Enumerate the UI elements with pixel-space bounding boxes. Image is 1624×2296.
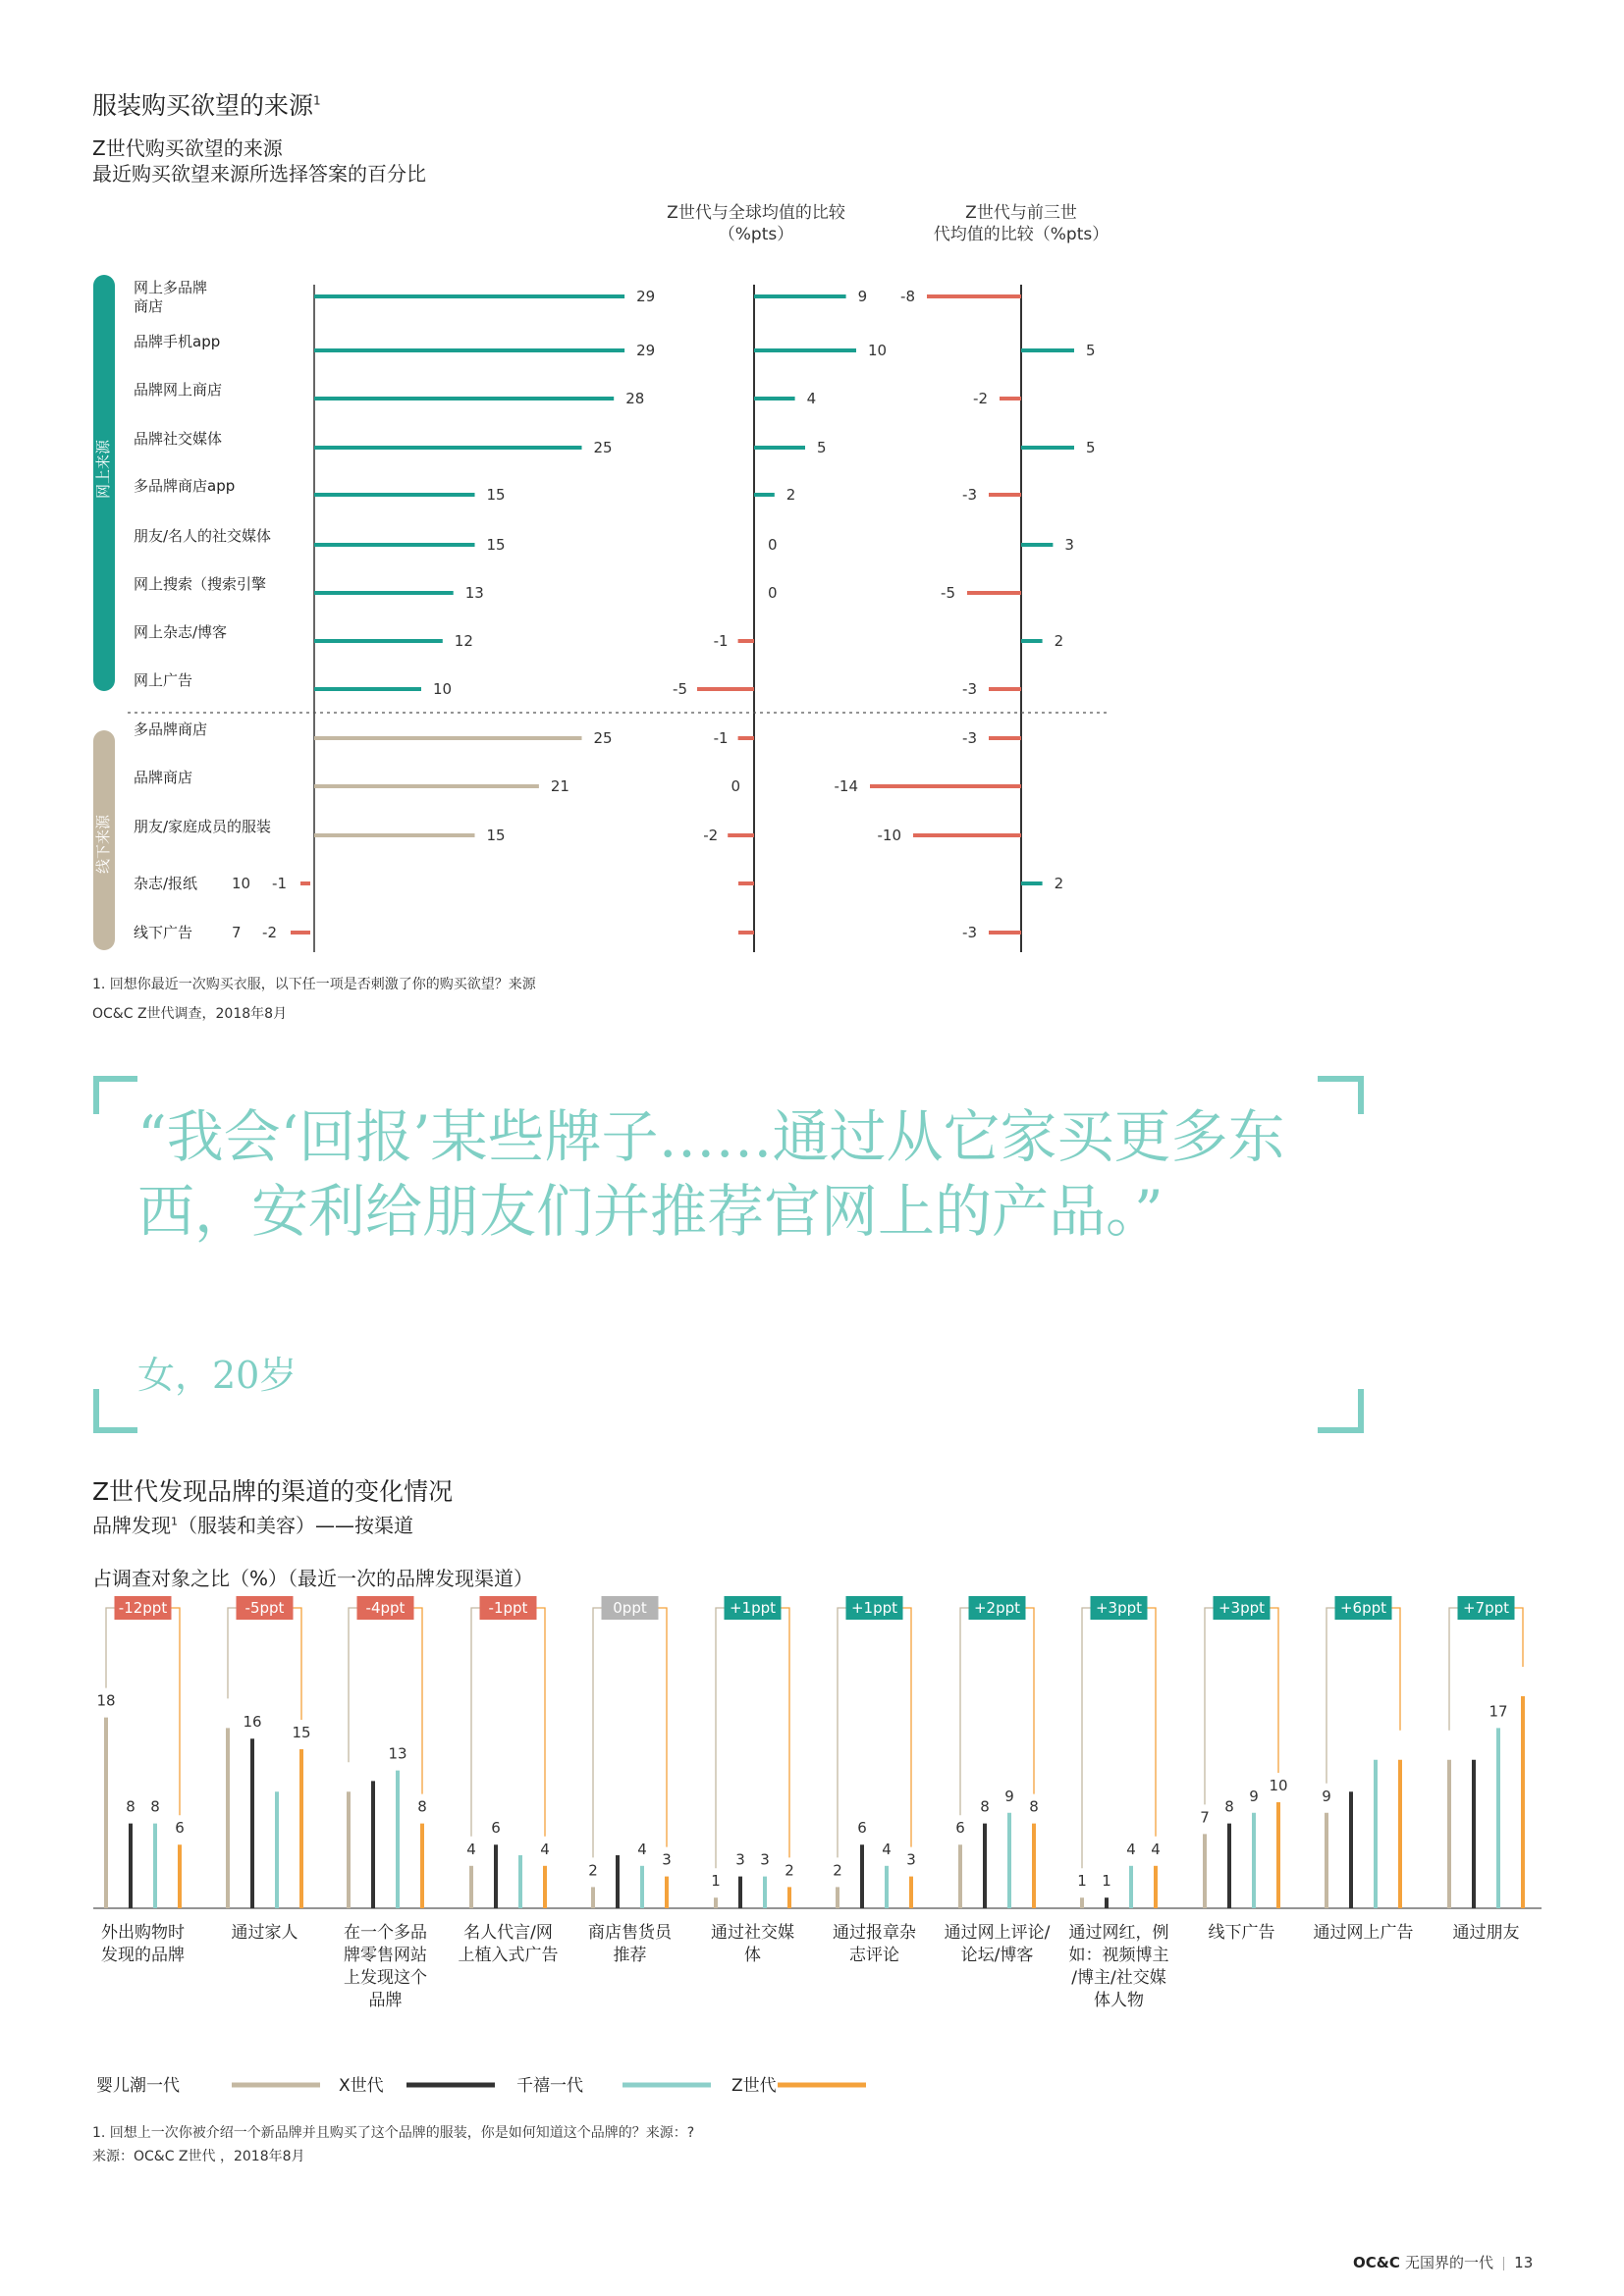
change-badge-label: -1ppt — [488, 1599, 528, 1617]
section1-source: OC&C Z世代调查，2018年8月 — [92, 1006, 288, 1022]
group-label-offline: 线下来源 — [94, 814, 112, 875]
category-label: 通过网上广告 — [1313, 1923, 1414, 1943]
bar-value-label: 8 — [1029, 1797, 1039, 1816]
section1-title: 服装购买欲望的来源$^1$ — [92, 91, 321, 120]
bar-value-label: 3 — [906, 1850, 916, 1869]
subtitle-main: 品牌发现 — [92, 1514, 171, 1537]
bracket-genz — [1515, 1608, 1524, 1667]
row-label: 品牌手机app — [134, 333, 221, 350]
value-label-series1: 28 — [625, 390, 645, 407]
bar-value-label: 8 — [980, 1797, 990, 1816]
value-label-series3: 3 — [1064, 536, 1074, 554]
value-label-series1: 10 — [232, 875, 251, 892]
bar-value-label: 4 — [1151, 1840, 1161, 1858]
row-label: 品牌社交媒体 — [134, 430, 223, 448]
bracket-genz — [1271, 1608, 1279, 1773]
subtitle-line1: Z世代购买欲望的来源 — [92, 136, 283, 160]
category-label: 外出购物时发现的品牌 — [101, 1923, 185, 1965]
value-label-series3: -3 — [962, 924, 977, 941]
bar-value-label: 3 — [662, 1850, 672, 1869]
value-label-series3: -14 — [834, 777, 858, 795]
value-label-series3: -8 — [900, 288, 915, 305]
value-label-series1: 10 — [433, 680, 453, 698]
value-label-series1: 12 — [454, 632, 473, 650]
bracket-boomers — [593, 1608, 602, 1857]
bar-value-label: 4 — [540, 1840, 550, 1858]
bracket-genz — [782, 1608, 790, 1857]
value-label-series3: 2 — [1054, 632, 1064, 650]
footer-brand: OC&C — [1353, 2254, 1400, 2271]
bracket-top-left — [96, 1079, 137, 1114]
section2-footnote: 1. 回想上一次你被介绍一个新品牌并且购买了这个品牌的服装，你是如何知道这个品牌的？来源：? — [92, 2125, 695, 2141]
value-label-series2: -2 — [703, 827, 719, 844]
bar-value-label: 6 — [955, 1819, 965, 1838]
change-badge-label: +2ppt — [973, 1599, 1021, 1617]
col2-header-line2: （%pts） — [718, 225, 794, 244]
change-badge-label: +1ppt — [729, 1599, 777, 1617]
chart2-title: 占调查对象之比（%）（最近一次的品牌发现渠道） — [92, 1567, 534, 1590]
change-badge-label: 0ppt — [613, 1599, 647, 1617]
brand-discovery-chart — [0, 1590, 1624, 2120]
bar-value-label: 4 — [882, 1840, 892, 1858]
bar-value-label: 6 — [491, 1819, 501, 1838]
bar-value-label: 1 — [1102, 1872, 1111, 1891]
bar-value-label: 8 — [126, 1797, 135, 1816]
row-label: 线下广告 — [134, 924, 193, 941]
value-label-series1-diff: -2 — [262, 924, 277, 941]
bracket-boomers — [228, 1608, 237, 1698]
value-label-series1: 29 — [636, 342, 656, 359]
change-badge-label: +3ppt — [1218, 1599, 1266, 1617]
bar-value-label: 2 — [833, 1861, 842, 1880]
col3-header-line1: Z世代与前三世 — [965, 203, 1077, 223]
value-label-series2: 0 — [768, 584, 778, 602]
bracket-genz — [1026, 1608, 1035, 1794]
bar-value-label: 18 — [96, 1691, 116, 1710]
category-label: 通过家人 — [231, 1923, 298, 1943]
value-label-series1: 25 — [593, 729, 613, 747]
quote-text: “我会‘回报’某些牌子……通过从它家买更多东西，安利给朋友们并推荐官网上的产品。” — [137, 1103, 1285, 1245]
bar-value-label: 4 — [1126, 1840, 1136, 1858]
value-label-series1: 25 — [593, 439, 613, 456]
bar-value-label: 9 — [1249, 1787, 1259, 1805]
value-label-series2: 2 — [785, 486, 796, 504]
subtitle-sup: 1 — [171, 1515, 178, 1528]
value-label-series3: 2 — [1054, 875, 1064, 892]
row-label: 朋友/家庭成员的服装 — [134, 818, 272, 835]
value-label-series2: 9 — [857, 288, 868, 305]
bracket-genz — [659, 1608, 668, 1847]
bar-value-label: 2 — [785, 1861, 794, 1880]
bracket-bottom-left — [96, 1389, 137, 1430]
bar-value-label: 9 — [1322, 1787, 1331, 1805]
category-label: 通过网红，例如：视频博主/博主/社交媒体人物 — [1068, 1923, 1169, 2010]
bar-value-label: 8 — [1224, 1797, 1234, 1816]
bracket-boomers — [960, 1608, 969, 1815]
footer-page: 13 — [1514, 2254, 1534, 2271]
category-label: 名人代言/网上植入式广告 — [458, 1923, 559, 1965]
legend-label: X世代 — [339, 2076, 384, 2096]
row-label: 网上搜索（搜索引擎 — [134, 575, 267, 593]
category-label: 在一个多品牌零售网站上发现这个品牌 — [344, 1923, 427, 2010]
category-label: 通过报章杂志评论 — [833, 1923, 916, 1965]
row-label: 多品牌商店app — [134, 477, 236, 495]
row-label: 品牌网上商店 — [134, 381, 223, 399]
value-label-series1: 15 — [486, 486, 506, 504]
bar-value-label: 3 — [735, 1850, 745, 1869]
row-label: 朋友/名人的社交媒体 — [134, 527, 272, 545]
footer — [1353, 2252, 1533, 2272]
value-label-series1: 21 — [550, 777, 569, 795]
bracket-boomers — [106, 1608, 115, 1688]
bracket-boomers — [1326, 1608, 1335, 1784]
value-label-series2: 0 — [768, 536, 778, 554]
bar-value-label: 7 — [1200, 1808, 1210, 1827]
bar-value-label: 8 — [417, 1797, 427, 1816]
value-label-series3: -2 — [973, 390, 988, 407]
value-label-series2: 5 — [817, 439, 827, 456]
bar-value-label: 1 — [711, 1872, 721, 1891]
row-label: 网上杂志/博客 — [134, 623, 228, 641]
bracket-boomers — [838, 1608, 846, 1857]
bar-value-label: 6 — [857, 1819, 867, 1838]
bar-value-label: 16 — [243, 1713, 262, 1732]
bracket-genz — [1392, 1608, 1401, 1731]
legend-label: Z世代 — [731, 2076, 777, 2096]
change-badge-label: +7ppt — [1462, 1599, 1510, 1617]
col3-header-line2: 代均值的比较（%pts） — [933, 225, 1110, 244]
bar-value-label: 9 — [1004, 1787, 1014, 1805]
purchase-desire-chart — [0, 265, 1159, 962]
row-label: 品牌商店 — [134, 769, 193, 786]
subtitle-rest: （服装和美容）——按渠道 — [178, 1514, 413, 1537]
group-label-online: 网上来源 — [94, 439, 112, 500]
bracket-genz — [1148, 1608, 1157, 1837]
footer-text: 无国界的一代 — [1404, 2254, 1493, 2271]
category-label: 通过社交媒体 — [711, 1923, 794, 1965]
value-label-series2: -1 — [713, 632, 729, 650]
value-label-series1: 29 — [636, 288, 656, 305]
row-label: 多品牌商店 — [134, 721, 208, 738]
category-label: 通过朋友 — [1452, 1923, 1520, 1943]
value-label-series1-diff: -1 — [272, 875, 287, 892]
legend-label: 千禧一代 — [516, 2076, 583, 2096]
bar-value-label: 10 — [1269, 1777, 1288, 1794]
bracket-boomers — [349, 1608, 357, 1762]
value-label-series3: 5 — [1086, 439, 1096, 456]
bracket-boomers — [716, 1608, 725, 1868]
value-label-series2: 4 — [806, 390, 817, 407]
bracket-boomers — [1205, 1608, 1214, 1804]
bar-value-label: 3 — [760, 1850, 770, 1869]
section1-footnote: 1. 回想你最近一次购买衣服，以下任一项是否刺激了你的购买欲望？来源 — [92, 977, 536, 992]
bracket-genz — [537, 1608, 546, 1837]
value-label-series1: 7 — [232, 924, 242, 941]
subtitle-line2: 最近购买欲望来源所选择答案的百分比 — [92, 162, 426, 186]
change-badge-label: -5ppt — [244, 1599, 285, 1617]
bracket-bottom-right — [1318, 1389, 1361, 1430]
value-label-series3: -3 — [962, 486, 977, 504]
bar-value-label: 8 — [150, 1797, 160, 1816]
col3-header — [884, 202, 1159, 245]
value-label-series1: 15 — [486, 536, 506, 554]
section2-title: Z世代发现品牌的渠道的变化情况 — [92, 1477, 454, 1506]
value-label-series3: 5 — [1086, 342, 1096, 359]
title-sup: 1 — [313, 93, 321, 108]
bracket-genz — [414, 1608, 423, 1794]
section1-subtitle — [92, 135, 426, 187]
section2-source: 来源：OC&C Z世代 ，2018年8月 — [92, 2149, 305, 2164]
value-label-series3: -3 — [962, 729, 977, 747]
bar-value-label: 4 — [637, 1840, 647, 1858]
bracket-genz — [294, 1608, 302, 1720]
change-badge-label: +3ppt — [1095, 1599, 1143, 1617]
legend-label: 婴儿潮一代 — [96, 2076, 180, 2096]
value-label-series2: -5 — [673, 680, 687, 698]
change-badge-label: +1ppt — [850, 1599, 898, 1617]
bracket-boomers — [1082, 1608, 1091, 1868]
value-label-series2: 0 — [731, 777, 740, 795]
value-label-series2: 10 — [868, 342, 888, 359]
bar-value-label: 15 — [292, 1724, 311, 1741]
section2-subtitle — [92, 1510, 413, 1538]
bracket-genz — [172, 1608, 181, 1815]
change-badge-label: -4ppt — [365, 1599, 406, 1617]
value-label-series2: -1 — [713, 729, 729, 747]
row-label: 杂志/报纸 — [134, 875, 198, 892]
value-label-series3: -10 — [877, 827, 901, 844]
value-label-series1: 13 — [464, 584, 484, 602]
footer-divider — [1503, 2257, 1504, 2270]
value-label-series1: 15 — [486, 827, 506, 844]
bar-value-label: 4 — [466, 1840, 476, 1858]
category-label: 通过网上评论/论坛/博客 — [944, 1923, 1051, 1965]
bracket-genz — [903, 1608, 912, 1847]
bar-value-label: 13 — [388, 1744, 407, 1763]
row-label: 网上多品牌商店 — [134, 279, 208, 315]
bar-value-label: 2 — [588, 1861, 598, 1880]
bracket-boomers — [1449, 1608, 1458, 1731]
quote-attribution: 女，20岁 — [137, 1354, 298, 1397]
bar-value-label: 1 — [1077, 1872, 1087, 1891]
bar-value-label: 6 — [175, 1819, 185, 1838]
category-label: 线下广告 — [1208, 1923, 1275, 1943]
bracket-boomers — [471, 1608, 480, 1837]
change-badge-label: -12ppt — [118, 1599, 168, 1617]
value-label-series3: -3 — [962, 680, 977, 698]
col2-header-line1: Z世代与全球均值的比较 — [667, 203, 845, 223]
value-label-series3: -5 — [941, 584, 955, 602]
bar-value-label: 17 — [1489, 1702, 1508, 1721]
row-label: 网上广告 — [134, 671, 193, 689]
change-badge-label: +6ppt — [1339, 1599, 1387, 1617]
col2-header — [609, 202, 903, 245]
category-label: 商店售货员推荐 — [588, 1923, 672, 1965]
